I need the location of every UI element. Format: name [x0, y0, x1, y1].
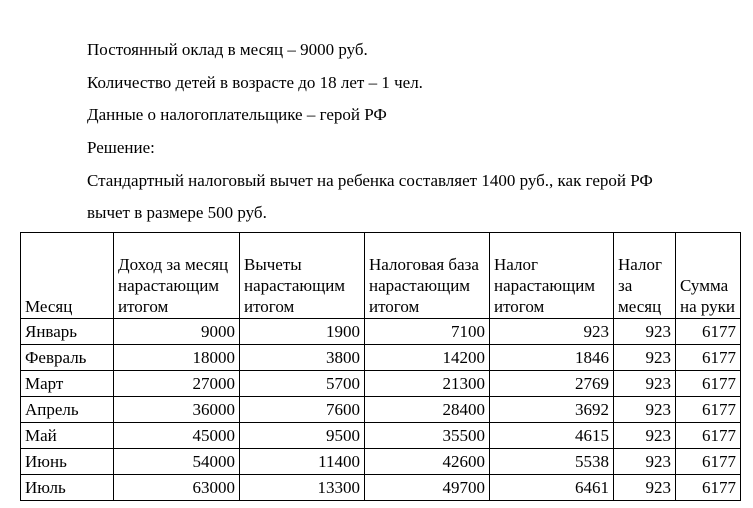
- cell-tax-cumulative: 6461: [490, 475, 614, 501]
- cell-month: Март: [21, 371, 114, 397]
- taxpayer-paragraph: Данные о налогоплательщике – герой РФ: [87, 105, 387, 124]
- tax-calculation-table: [20, 232, 741, 501]
- cell-income: 45000: [114, 423, 240, 449]
- header-net-amount: Сумма на руки: [676, 233, 741, 319]
- cell-income: 63000: [114, 475, 240, 501]
- cell-tax-month: 923: [614, 397, 676, 423]
- cell-month: Февраль: [21, 345, 114, 371]
- table-row: [21, 319, 741, 345]
- table-row: [21, 423, 741, 449]
- cell-month: Апрель: [21, 397, 114, 423]
- header-tax-month: Налог за месяц: [614, 233, 676, 319]
- cell-tax-base: 42600: [365, 449, 490, 475]
- header-month: Месяц: [21, 233, 114, 319]
- cell-deductions: 11400: [240, 449, 365, 475]
- cell-deductions: 9500: [240, 423, 365, 449]
- cell-tax-month: 923: [614, 319, 676, 345]
- cell-tax-base: 7100: [365, 319, 490, 345]
- cell-tax-month: 923: [614, 345, 676, 371]
- cell-tax-base: 49700: [365, 475, 490, 501]
- cell-net-amount: 6177: [676, 371, 741, 397]
- cell-deductions: 13300: [240, 475, 365, 501]
- table-header-row: [21, 233, 741, 319]
- cell-tax-cumulative: 4615: [490, 423, 614, 449]
- table-row: [21, 449, 741, 475]
- salary-paragraph: Постоянный оклад в месяц – 9000 руб.: [87, 40, 368, 59]
- cell-month: Июль: [21, 475, 114, 501]
- table-row: [21, 475, 741, 501]
- cell-deductions: 1900: [240, 319, 365, 345]
- table-row: [21, 397, 741, 423]
- header-income: Доход за месяц нарастающим итогом: [114, 233, 240, 319]
- cell-net-amount: 6177: [676, 449, 741, 475]
- deduction-paragraph-line2: вычет в размере 500 руб.: [87, 203, 267, 222]
- cell-income: 54000: [114, 449, 240, 475]
- cell-deductions: 3800: [240, 345, 365, 371]
- header-tax-cumulative: Налог нарастающим итогом: [490, 233, 614, 319]
- cell-tax-base: 14200: [365, 345, 490, 371]
- cell-tax-month: 923: [614, 423, 676, 449]
- cell-tax-base: 35500: [365, 423, 490, 449]
- cell-month: Июнь: [21, 449, 114, 475]
- cell-tax-month: 923: [614, 371, 676, 397]
- cell-tax-cumulative: 923: [490, 319, 614, 345]
- cell-net-amount: 6177: [676, 397, 741, 423]
- cell-net-amount: 6177: [676, 345, 741, 371]
- cell-net-amount: 6177: [676, 475, 741, 501]
- cell-month: Январь: [21, 319, 114, 345]
- children-paragraph: Количество детей в возрасте до 18 лет – 1 чел.: [87, 73, 423, 92]
- cell-income: 18000: [114, 345, 240, 371]
- cell-tax-base: 28400: [365, 397, 490, 423]
- cell-deductions: 7600: [240, 397, 365, 423]
- cell-tax-month: 923: [614, 475, 676, 501]
- cell-tax-base: 21300: [365, 371, 490, 397]
- cell-month: Май: [21, 423, 114, 449]
- cell-tax-cumulative: 2769: [490, 371, 614, 397]
- table-row: [21, 345, 741, 371]
- cell-deductions: 5700: [240, 371, 365, 397]
- cell-income: 27000: [114, 371, 240, 397]
- solution-heading: Решение:: [87, 138, 155, 157]
- cell-tax-month: 923: [614, 449, 676, 475]
- header-tax-base: Налоговая база нарастающим итогом: [365, 233, 490, 319]
- deduction-paragraph-line1: Стандартный налоговый вычет на ребенка составляет 1400 руб., как герой РФ: [87, 171, 653, 190]
- cell-net-amount: 6177: [676, 319, 741, 345]
- cell-tax-cumulative: 3692: [490, 397, 614, 423]
- table-row: [21, 371, 741, 397]
- cell-income: 9000: [114, 319, 240, 345]
- cell-income: 36000: [114, 397, 240, 423]
- cell-net-amount: 6177: [676, 423, 741, 449]
- cell-tax-cumulative: 1846: [490, 345, 614, 371]
- header-deductions: Вычеты нарастающим итогом: [240, 233, 365, 319]
- cell-tax-cumulative: 5538: [490, 449, 614, 475]
